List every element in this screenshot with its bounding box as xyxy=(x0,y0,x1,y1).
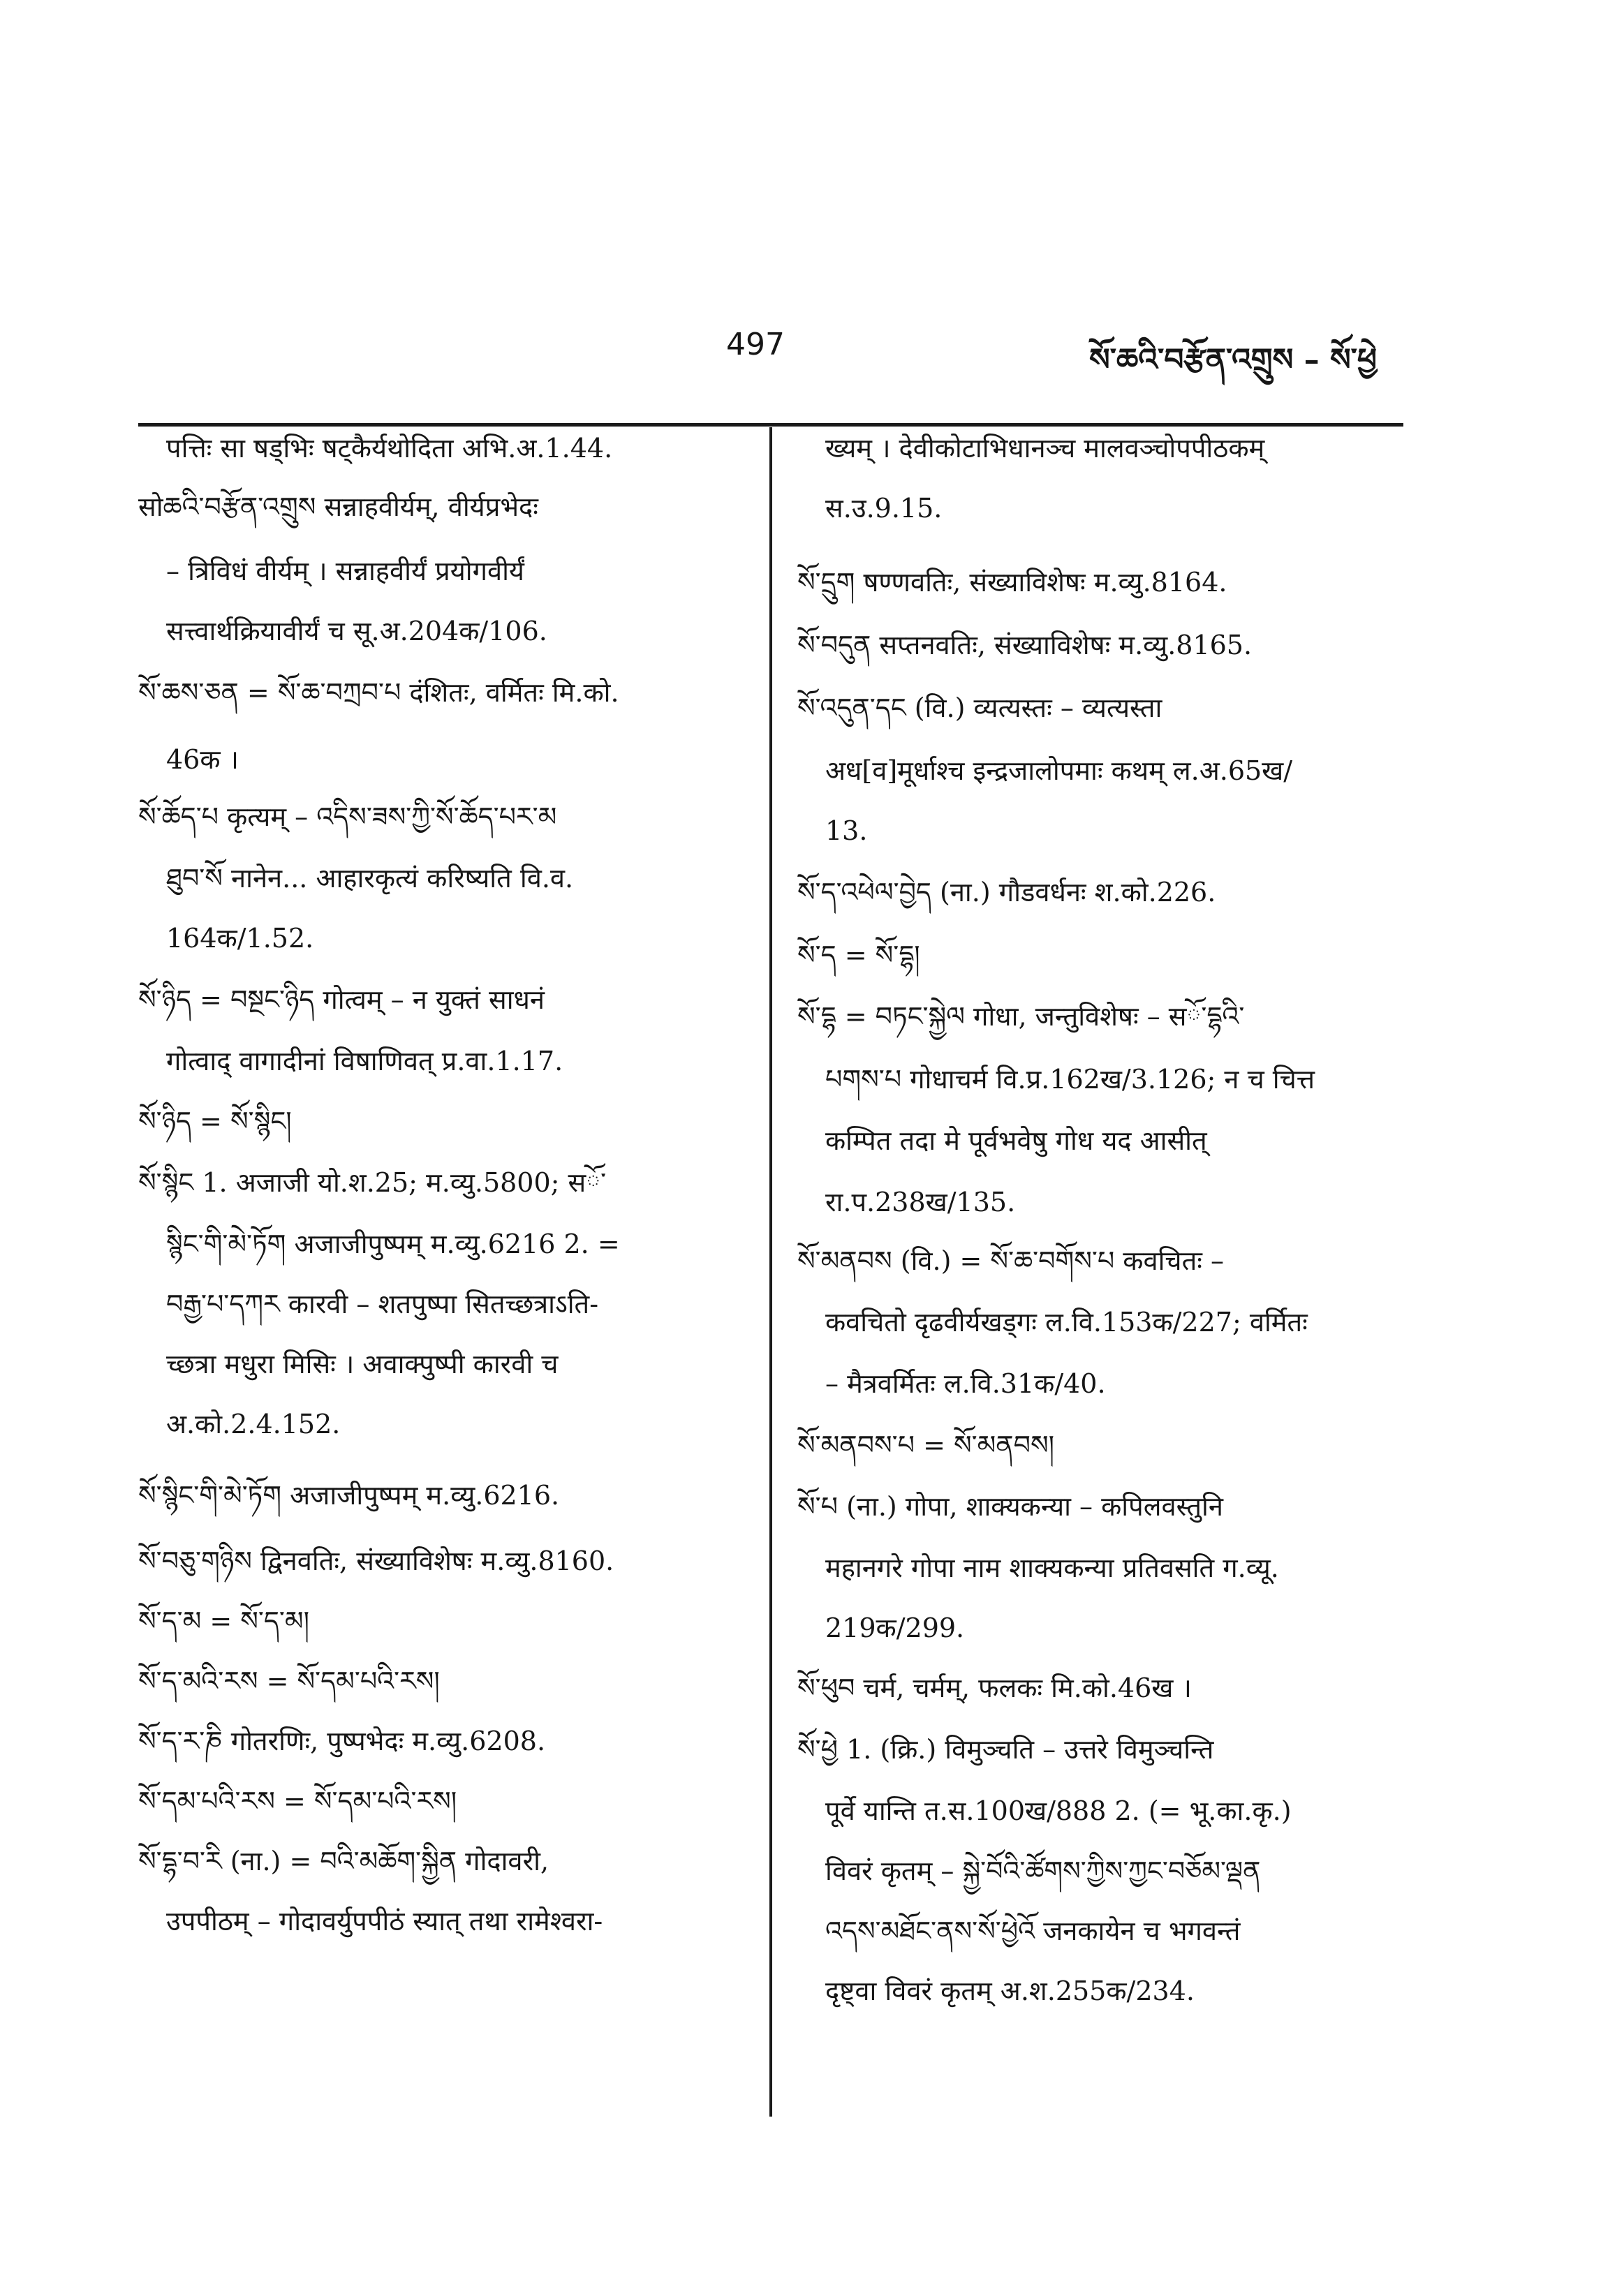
entry-line: བརྒྱ་པ་དཀར कारवी – शतपुष्पा सितच्छत्राऽति- xyxy=(166,1289,599,1319)
entry-line: སོ་ཕྱེ 1. (क्रि.) विमुञ्चति – उत्तरे विमुञ्चन्ति xyxy=(797,1734,1214,1765)
entry-line: कवचितो दृढवीर्यखड्गः ल.वि.153क/227; वर्मितः xyxy=(825,1307,1308,1338)
entry-line: སོ་དྲུག षण्णवतिः, संख्याविशेषः म.व्यु.8164. xyxy=(797,567,1227,598)
running-head: སོ་ཆའི་བརྩོན་འགྲུས – སོ་ཕྱེ xyxy=(1089,342,1378,378)
entry-line: སོ་དྷ = བཏང་སྐྱེལ गोधा, जन्तुविशेषः – सོ་དྷའི་ xyxy=(797,1001,1245,1032)
entry-line: སོ་ཆོད་པ कृत्यम् – འདིས་ཟས་ཀྱི་སོ་ཆོད་པར་མ xyxy=(138,801,557,832)
entry-line: अ.को.2.4.152. xyxy=(166,1409,341,1439)
entry-line: སོ་བཅུ་གཉིས द्विनवतिः, संख्याविशेषः म.व्यु.8160. xyxy=(138,1546,614,1576)
entry-line: སོ་ད་ར་ཎི गोतरणिः, पुष्पभेदः म.व्यु.6208. xyxy=(138,1726,546,1756)
entry-line: སོ་ད = སོ་དྷ། xyxy=(797,940,920,970)
entry-line: ཐུབ་སོ नानेन... आहारकृत्यं करिष्यति वि.व. xyxy=(166,863,574,894)
entry-line: पत्तिः सा षड्भिः षट्कैर्यथोदिता अभि.अ.1.44. xyxy=(166,433,613,464)
entry-line: སོ་ད་འཕེལ་བྱེད (ना.) गौडवर्धनः श.को.226. xyxy=(797,877,1216,908)
entry-line: 13. xyxy=(825,815,868,846)
entry-line: སོ་སྙིང་གི་མེ་ཏོག अजाजीपुष्पम् म.व्यु.6216. xyxy=(138,1480,560,1511)
entry-line: སོ་ད་མ = སོ་ད་མ། xyxy=(138,1606,310,1636)
entry-line: སོ་དམ་པའི་རས = སོ་དམ་པའི་རས། xyxy=(138,1786,457,1816)
entry-line: उपपीठम् – गोदावर्युपपीठं स्यात् तथा रामेश्वरा- xyxy=(166,1906,603,1936)
top-rule xyxy=(138,423,1403,427)
entry-line: སོ་པ (ना.) गोपा, शाक्यकन्या – कपिलवस्तुनि xyxy=(797,1491,1223,1522)
entry-line: महानगरे गोपा नाम शाक्यकन्या प्रतिवसति ग.व्यू. xyxy=(825,1553,1279,1583)
entry-line: – मैत्रवर्मितः ल.वि.31क/40. xyxy=(825,1368,1106,1399)
entry-line: སོ་སྙིང 1. अजाजी यो.श.25; म.व्यु.5800; सོ་ xyxy=(138,1167,607,1198)
entry-line: रा.प.238ख/135. xyxy=(825,1187,1016,1217)
entry-line: པགས་པ गोधाचर्म वि.प्र.162ख/3.126; न च चित्त xyxy=(825,1064,1315,1095)
column-divider xyxy=(769,427,772,2117)
entry-line: འདས་མཐོང་ནས་སོ་ཕྱེའོ जनकायेन च भगवन्तं xyxy=(825,1916,1241,1946)
entry-line: སོ་མནབས་པ = སོ་མནབས། xyxy=(797,1430,1055,1460)
entry-line: སོ་ཉིད = སོ་སྙིང། xyxy=(138,1106,292,1136)
entry-line: སོ་དྷ་བ་རི (ना.) = བའི་མཆོག་སྐྱིན गोदावरी, xyxy=(138,1846,549,1876)
entry-line: སོ་བདུན सप्तनवतिः, संख्याविशेषः म.व्यु.8165. xyxy=(797,630,1253,660)
entry-line: སྙིང་གི་མེ་ཏོག अजाजीपुष्पम् म.व्यु.6216 2. = xyxy=(166,1229,620,1259)
entry-line: दृष्ट्वा विवरं कृतम् अ.श.255क/234. xyxy=(825,1976,1195,2006)
entry-line: – त्रिविधं वीर्यम् । सन्नाहवीर्यं प्रयोगवीर्यं xyxy=(166,556,524,586)
entry-line: 46क । xyxy=(166,744,239,775)
entry-line: गोत्वाद् वागादीनां विषाणिवत् प्र.वा.1.17. xyxy=(166,1046,563,1076)
entry-line: ख्यम् । देवीकोटाभिधानञ्च मालवञ्चोपपीठकम् xyxy=(825,433,1265,464)
entry-line: 164क/1.52. xyxy=(166,923,314,954)
entry-line: སོ་ད་མའི་རས = སོ་དམ་པའི་རས། xyxy=(138,1666,440,1696)
entry-line: སོ་ཆས་ཅན = སོ་ཆ་བཀྲབ་པ दंशितः, वर्मितः मि.को. xyxy=(138,677,619,708)
entry-line: सत्त्वार्थक्रियावीर्यं च सू.अ.204क/106. xyxy=(166,616,547,646)
entry-line: कम्पित तदा मे पूर्वभवेषु गोध यद आसीत् xyxy=(825,1125,1207,1156)
entry-line: སོ་འདུན་དང (वि.) व्यत्यस्तः – व्यत्यस्ता xyxy=(797,692,1162,723)
entry-line: च्छत्रा मधुरा मिसिः । अवाक्पुष्पी कारवी च xyxy=(166,1349,559,1379)
entry-line: विवरं कृतम् – སྐྱེ་བོའི་ཚོགས་ཀྱིས་ཀྱང་བཅོམ་ལྡན xyxy=(825,1856,1261,1886)
entry-line: 219क/299. xyxy=(825,1613,965,1643)
entry-line: स.उ.9.15. xyxy=(825,493,943,524)
entry-line: अध[व]मूर्धाश्च इन्द्रजालोपमाः कथम् ल.अ.65ख/ xyxy=(825,755,1293,786)
page-number: 497 xyxy=(726,327,785,362)
entry-line: पूर्वे यान्ति त.स.100ख/888 2. (= भू.का.कृ.) xyxy=(825,1795,1292,1826)
entry-line: སོ་ཕུབ चर्म, चर्मम्, फलकः मि.को.46ख । xyxy=(797,1673,1192,1703)
entry-line: སོ་མནབས (वि.) = སོ་ཆ་བགོས་པ कवचितः – xyxy=(797,1245,1224,1276)
entry-line: सोཆའི་བརྩོན་འགྲུས सन्नाहवीर्यम्, वीर्यप्रभेदः xyxy=(138,491,538,522)
entry-line: སོ་ཉིད = བསྔང་ཉིད गोत्वम् – न युक्तं साधनं xyxy=(138,984,545,1015)
